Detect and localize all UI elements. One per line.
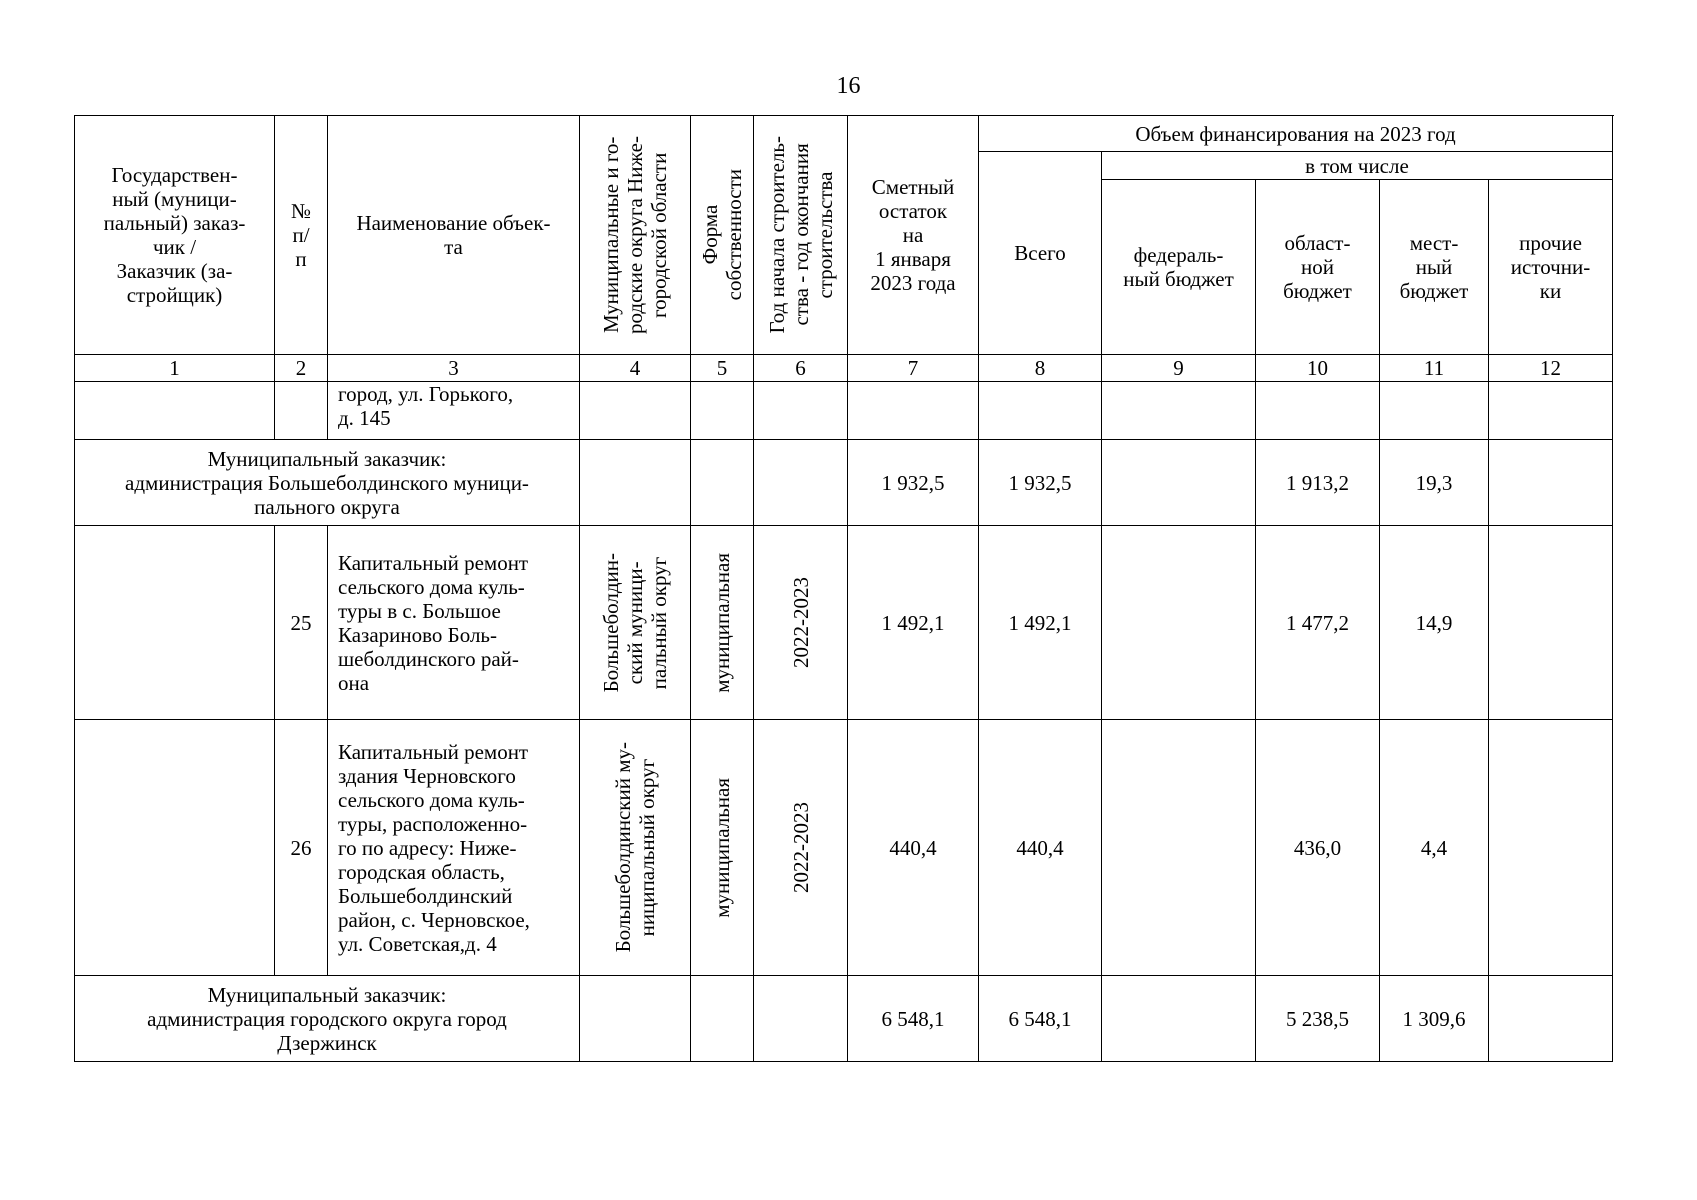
district-name: Большеболдин- ский муници- пальный округ <box>599 552 671 693</box>
other-sources <box>1489 440 1613 526</box>
column-number: 11 <box>1380 355 1489 382</box>
header-including: в том числе <box>1102 152 1613 180</box>
table-row <box>75 526 1613 720</box>
object-name: Капитальный ремонт здания Черновского сельского дома куль- туры, расположенно- го по адресу: Ниже- городская область, Большеболдинский район, с. Черновское, ул. Советская,д. 4 <box>328 720 580 976</box>
column-number: 12 <box>1489 355 1613 382</box>
regional-budget: 436,0 <box>1256 720 1380 976</box>
header-object-name: Наименование объек- та <box>328 116 580 355</box>
customer-label: Муниципальный заказчик: администрация Большеболдинского муници- пального округа <box>75 440 580 526</box>
federal-budget <box>1102 720 1256 976</box>
total-funding: 1 492,1 <box>979 526 1102 720</box>
table-row <box>75 382 1613 440</box>
local-budget: 4,4 <box>1380 720 1489 976</box>
header-funding-group: Объем финансирования на 2023 год <box>979 116 1613 152</box>
header-regional-budget: област- ной бюджет <box>1256 180 1380 355</box>
construction-years: 2022-2023 <box>788 577 813 668</box>
federal-budget <box>1102 526 1256 720</box>
column-number: 9 <box>1102 355 1256 382</box>
column-number: 10 <box>1256 355 1380 382</box>
federal-budget <box>1102 440 1256 526</box>
ownership-form: муниципальная <box>710 777 734 918</box>
column-number: 3 <box>328 355 580 382</box>
header-total: Всего <box>979 152 1102 355</box>
ownership-form: муниципальная <box>710 552 734 693</box>
column-number: 7 <box>848 355 979 382</box>
column-number: 5 <box>691 355 754 382</box>
total-funding: 1 932,5 <box>979 440 1102 526</box>
table-row <box>75 720 1613 976</box>
customer-row <box>75 440 1613 526</box>
regional-budget: 1 913,2 <box>1256 440 1380 526</box>
total-funding: 440,4 <box>979 720 1102 976</box>
local-budget: 19,3 <box>1380 440 1489 526</box>
item-number: 26 <box>275 720 328 976</box>
header-customer: Государствен- ный (муници- пальный) заказ- чик / Заказчик (за- стройщик) <box>75 116 275 355</box>
column-number: 2 <box>275 355 328 382</box>
object-name: Капитальный ремонт сельского дома куль- туры в с. Большое Казариново Боль- шеболдинского рай- она <box>328 526 580 720</box>
object-name-continuation: город, ул. Горького, д. 145 <box>328 382 580 440</box>
customer-label: Муниципальный заказчик: администрация городского округа город Дзержинск <box>75 976 580 1062</box>
remaining-estimate: 1 932,5 <box>848 440 979 526</box>
regional-budget: 5 238,5 <box>1256 976 1380 1062</box>
remaining-estimate: 1 492,1 <box>848 526 979 720</box>
financing-table <box>74 115 1613 1062</box>
regional-budget: 1 477,2 <box>1256 526 1380 720</box>
header-number: № п/ п <box>275 116 328 355</box>
header-other-sources: прочие источни- ки <box>1489 180 1613 355</box>
local-budget: 1 309,6 <box>1380 976 1489 1062</box>
other-sources <box>1489 526 1613 720</box>
other-sources <box>1489 720 1613 976</box>
column-number: 1 <box>75 355 275 382</box>
local-budget: 14,9 <box>1380 526 1489 720</box>
column-number: 4 <box>580 355 691 382</box>
column-number-row <box>75 355 1613 382</box>
construction-years: 2022-2023 <box>788 802 813 893</box>
header-ownership: Форма собственности <box>698 169 746 301</box>
total-funding: 6 548,1 <box>979 976 1102 1062</box>
column-number: 8 <box>979 355 1102 382</box>
header-federal-budget: федераль- ный бюджет <box>1102 180 1256 355</box>
column-number: 6 <box>754 355 848 382</box>
item-number: 25 <box>275 526 328 720</box>
other-sources <box>1489 976 1613 1062</box>
header-remaining-estimate: Сметный остаток на 1 января 2023 года <box>848 116 979 355</box>
header-construction-years: Год начала строитель- ства - год окончания строительства <box>764 136 837 334</box>
federal-budget <box>1102 976 1256 1062</box>
remaining-estimate: 440,4 <box>848 720 979 976</box>
district-name: Большеболдинский му- ниципальный округ <box>611 742 659 953</box>
header-local-budget: мест- ный бюджет <box>1380 180 1489 355</box>
page-number: 16 <box>836 73 861 99</box>
customer-row <box>75 976 1613 1062</box>
remaining-estimate: 6 548,1 <box>848 976 979 1062</box>
header-district: Муниципальные и го- родские округа Ниже- городской области <box>599 136 671 334</box>
